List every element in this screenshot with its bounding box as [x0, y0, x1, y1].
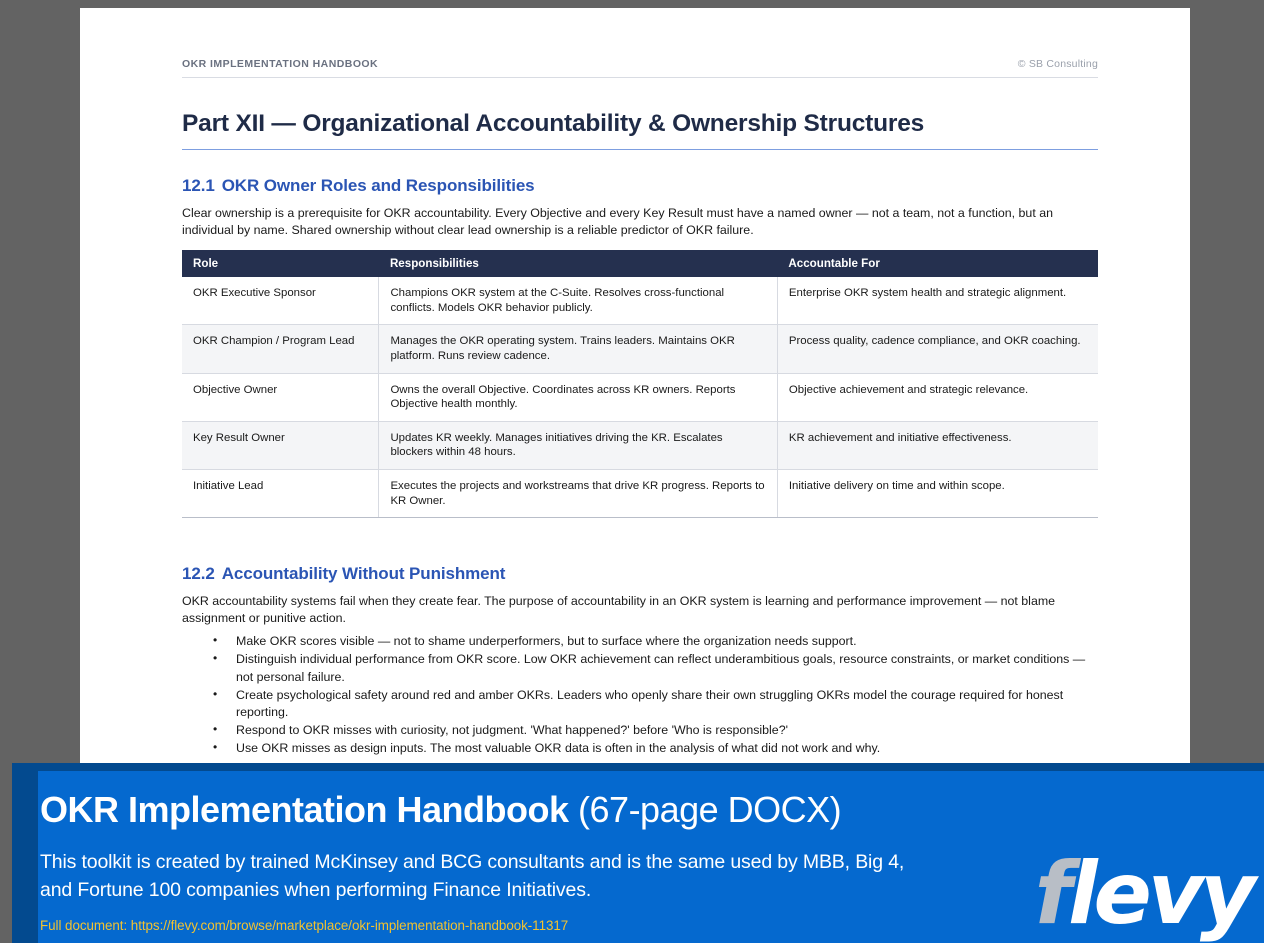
promo-title-strong: OKR Implementation Handbook [40, 789, 569, 830]
section-intro-12-1: Clear ownership is a prerequisite for OKR accountability. Every Objective and every Key Result must have a named owner — not a team, not a function, but an individual by name. Shared ownership without clear lead ownership is a reliable predictor of OKR failure. [182, 206, 1053, 238]
section-heading-12-2 [182, 564, 1098, 584]
table-row [182, 469, 1098, 517]
section-intro-12-2: OKR accountability systems fail when they create fear. The purpose of accountability in an OKR system is learning and performance improvement — not blame assignment or punitive action. [182, 594, 1056, 626]
section-number-12-2: 12.2 [182, 564, 215, 584]
section-title-12-1: OKR Owner Roles and Responsibilities [221, 176, 535, 195]
cell-accountable-for: KR achievement and initiative effectiveness. [777, 421, 1098, 469]
table-header [182, 250, 1098, 277]
table-row [182, 421, 1098, 469]
document-page [80, 8, 1190, 763]
roles-responsibilities-table [182, 250, 1098, 518]
promo-subtitle: This toolkit is created by trained McKinsey and BCG consultants and is the same used by MBB, Big 4, and Fortune 100 companies when performing Finance Initiatives. [40, 851, 905, 902]
cell-role: Initiative Lead [182, 469, 379, 517]
flevy-logo[interactable] [1034, 844, 1252, 943]
list-item: • Respond to OKR misses with curiosity, not judgment. 'What happened?' before 'Who is responsible?' [182, 722, 1098, 739]
promo-document-link[interactable]: Full document: https://flevy.com/browse/marketplace/okr-implementation-handbook-11317 [40, 917, 569, 933]
table-header-row [182, 250, 1098, 277]
cell-responsibilities: Owns the overall Objective. Coordinates across KR owners. Reports Objective health monthly. [379, 373, 777, 421]
cell-responsibilities: Champions OKR system at the C-Suite. Resolves cross-functional conflicts. Models OKR behavior publicly. [379, 277, 777, 325]
cell-role: Key Result Owner [182, 421, 379, 469]
cell-responsibilities: Manages the OKR operating system. Trains leaders. Maintains OKR platform. Runs review cadence. [379, 325, 777, 373]
cell-accountable-for: Process quality, cadence compliance, and OKR coaching. [777, 325, 1098, 373]
page-title: Part XII — Organizational Accountability & Ownership Structures [182, 110, 1098, 150]
cell-responsibilities: Executes the projects and workstreams that drive KR progress. Reports to KR Owner. [379, 469, 777, 517]
flevy-logo-f: f [1034, 844, 1069, 943]
cell-role: Objective Owner [182, 373, 379, 421]
column-header-role: Role [182, 250, 379, 277]
list-item: • Use OKR misses as design inputs. The most valuable OKR data is often in the analysis of what did not work and why. [182, 740, 1098, 757]
list-item: • Make OKR scores visible — not to shame underperformers, but to surface where the organization needs support. [182, 633, 1098, 650]
cell-accountable-for: Objective achievement and strategic relevance. [777, 373, 1098, 421]
cell-role: OKR Executive Sponsor [182, 277, 379, 325]
promo-title-light: (67-page DOCX) [568, 789, 842, 830]
running-head [182, 58, 1098, 78]
cell-responsibilities: Updates KR weekly. Manages initiatives driving the KR. Escalates blockers within 48 hours. [379, 421, 777, 469]
column-header-accountable-for: Accountable For [777, 250, 1098, 277]
table-body [182, 277, 1098, 517]
promo-title [40, 789, 920, 831]
running-head-title: OKR IMPLEMENTATION HANDBOOK [182, 58, 379, 70]
copyright-notice: © SB Consulting [1017, 58, 1098, 70]
section-title-12-2: Accountability Without Punishment [221, 564, 506, 584]
section-number-12-1: 12.1 [182, 176, 215, 195]
flevy-logo-levy: levy [1068, 844, 1252, 943]
list-item: • Create psychological safety around red and amber OKRs. Leaders who openly share their own struggling OKRs model the courage required for honest reporting. [182, 687, 1098, 721]
cell-accountable-for: Enterprise OKR system health and strategic alignment. [777, 277, 1098, 325]
table-row [182, 277, 1098, 325]
page-content [80, 8, 1190, 757]
column-header-responsibilities: Responsibilities [379, 250, 777, 277]
cell-role: OKR Champion / Program Lead [182, 325, 379, 373]
accountability-bullet-list [182, 633, 1098, 757]
table-row [182, 373, 1098, 421]
cell-accountable-for: Initiative delivery on time and within scope. [777, 469, 1098, 517]
promo-banner [12, 763, 1264, 943]
section-12-1 [182, 176, 1098, 518]
promo-banner-content [40, 789, 920, 933]
list-item: • Distinguish individual performance from OKR score. Low OKR achievement can reflect underambitious goals, resource constraints, or market conditions — not personal failure. [182, 651, 1098, 685]
section-12-2 [182, 564, 1098, 757]
section-heading-12-1 [182, 176, 1098, 196]
table-row [182, 325, 1098, 373]
